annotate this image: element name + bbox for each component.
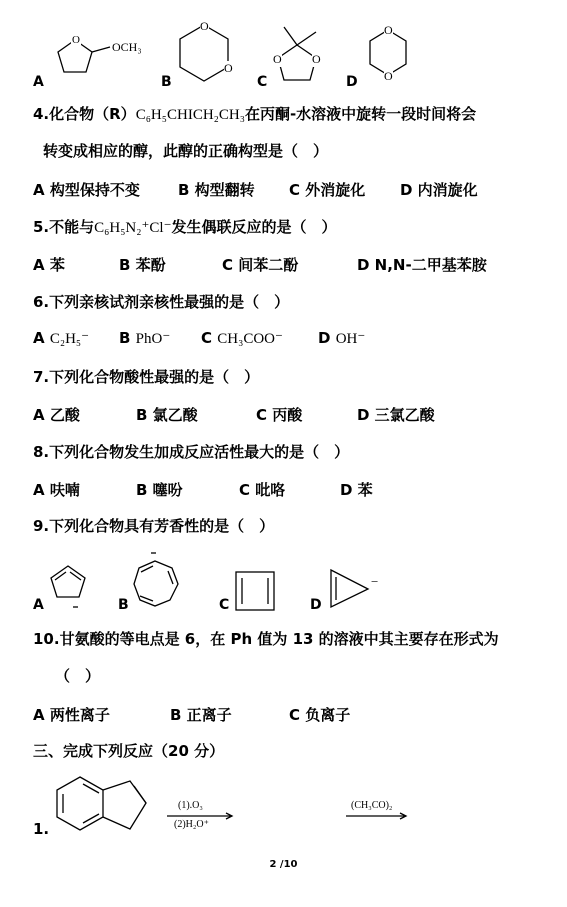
q4-prefix: 4.化合物（R）	[33, 105, 136, 123]
q4-option-b: B 构型翻转	[178, 181, 255, 199]
q5-option-c: C 间苯二酚	[222, 256, 299, 274]
q5-option-d: D N,N-二甲基苯胺	[357, 256, 487, 274]
q4-option-c: C 外消旋化	[289, 181, 366, 199]
q9-option-d-label: D	[310, 597, 322, 613]
q6-option-c	[201, 329, 283, 348]
question-5-stem	[33, 216, 337, 237]
reaction-1-number: 1.	[33, 820, 50, 838]
q8-option-b: B 噻吩	[136, 481, 183, 499]
ring-oxygen-b2: O	[224, 61, 233, 75]
q7-option-b: B 氯乙酸	[136, 406, 198, 424]
q6-option-d	[318, 329, 365, 348]
q6-b-formula: PhO⁻	[135, 331, 171, 347]
question-8-stem: 8.下列化合物发生加成反应活性最大的是（ ）	[33, 443, 350, 461]
option-c-label: C	[257, 74, 268, 90]
ring-oxygen-d1: O	[384, 23, 393, 37]
ring-oxygen-a: O	[72, 34, 80, 46]
question-9-stem: 9.下列化合物具有芳香性的是（ ）	[33, 517, 275, 535]
ring-oxygen-b1: O	[200, 19, 209, 33]
q5-suffix: 发生偶联反应的是（ ）	[171, 218, 337, 236]
ring-oxygen-c1: O	[312, 52, 321, 66]
q4-option-d: D 内消旋化	[400, 181, 478, 199]
question-10-stem: 10.甘氨酸的等电点是 6，在 Ph 值为 13 的溶液中其主要存在形式为	[33, 630, 499, 648]
q4-formula: C₆H₅CHICH₂CH₃	[135, 107, 245, 123]
q8-option-a: A 呋喃	[33, 481, 80, 499]
q5-formula: C₆H₅N₂⁺Cl⁻	[94, 220, 172, 236]
q9-option-a-label: A	[33, 597, 44, 613]
q6-option-b	[119, 329, 170, 348]
section-3-title: 三、完成下列反应（20 分）	[33, 742, 225, 760]
page-number: 2 /10	[269, 859, 298, 870]
question-10-stem-line2: （ ）	[55, 667, 101, 685]
q4-option-a: A 构型保持不变	[33, 181, 140, 199]
q8-option-d: D 苯	[340, 481, 373, 499]
q10-option-a: A 两性离子	[33, 706, 110, 724]
question-4-stem	[33, 103, 476, 124]
q8-option-c: C 吡咯	[239, 481, 286, 499]
reaction-arrow-2	[0, 0, 1, 1]
q6-a-letter: A	[33, 329, 45, 347]
option-d-label: D	[346, 74, 358, 90]
q7-option-c: C 丙酸	[256, 406, 303, 424]
q6-c-letter: C	[201, 329, 213, 347]
q6-c-formula: CH₃COO⁻	[217, 331, 283, 347]
reagent-ozone: (1).O₃	[178, 800, 203, 811]
q5-option-b: B 苯酚	[119, 256, 166, 274]
q6-option-a	[33, 329, 89, 348]
option-b-label: B	[161, 74, 172, 90]
reagent-hydronium: (2)H₂O⁺	[174, 819, 209, 830]
q6-d-formula: OH⁻	[335, 331, 366, 347]
reagent-acetic-anhydride: (CH₃CO)₂	[351, 800, 393, 811]
q10-option-c: C 负离子	[289, 706, 351, 724]
q5-prefix: 5.不能与	[33, 218, 95, 236]
ring-oxygen-d2: O	[384, 69, 393, 83]
q5-option-a: A 苯	[33, 256, 65, 274]
question-4-stem-line2: 转变成相应的醇，此醇的正确构型是（ ）	[43, 142, 329, 160]
q4-suffix: 在丙酮-水溶液中旋转一段时间将会	[244, 105, 477, 123]
option-a-label: A	[33, 74, 44, 90]
q6-d-letter: D	[318, 329, 331, 347]
q10-option-b: B 正离子	[170, 706, 232, 724]
question-6-stem: 6.下列亲核试剂亲核性最强的是（ ）	[33, 293, 290, 311]
q9-d-charge: −	[371, 574, 379, 589]
question-7-stem: 7.下列化合物酸性最强的是（ ）	[33, 368, 260, 386]
q9-option-c-label: C	[219, 597, 230, 613]
q7-option-a: A 乙酸	[33, 406, 80, 424]
q9-option-b-label: B	[118, 597, 129, 613]
q6-b-letter: B	[119, 329, 131, 347]
methoxy-group-label: OCH₃	[112, 40, 142, 54]
ring-oxygen-c2: O	[273, 52, 282, 66]
q7-option-d: D 三氯乙酸	[357, 406, 435, 424]
q6-a-formula: C₂H₅⁻	[49, 331, 90, 347]
